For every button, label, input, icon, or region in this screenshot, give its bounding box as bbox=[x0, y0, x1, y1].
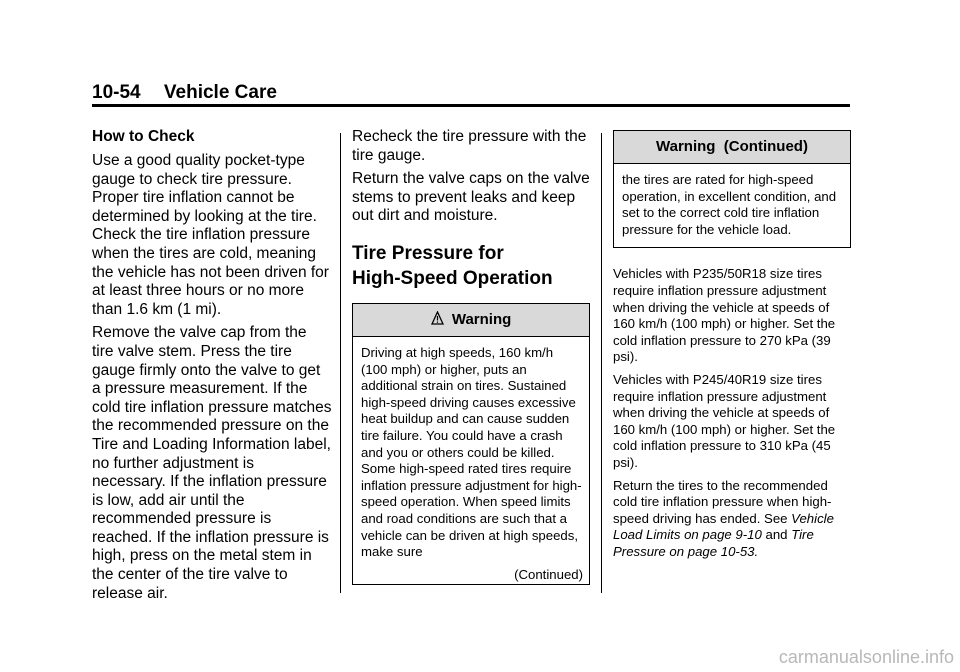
section-title bbox=[352, 241, 590, 291]
continued-label: (Continued) bbox=[514, 566, 583, 582]
cross-reference-link[interactable]: Vehicle Load Limits on page 9-10 bbox=[613, 510, 834, 543]
paragraph: Vehicles with P235/50R18 size tires require inflation pressure adjustment when driving the vehicle at speeds of 160 km/h (100 mph) or higher. Set the cold inflation pressure to 270 kPa (39 psi). bbox=[613, 266, 836, 365]
warning-box bbox=[352, 303, 590, 585]
warning-triangle-icon bbox=[431, 311, 448, 328]
warning-header bbox=[353, 304, 589, 337]
cross-reference-link[interactable]: Tire Pressure on page 10-53 bbox=[613, 527, 814, 559]
paragraph: Recheck the tire pressure with the tire gauge. bbox=[352, 128, 587, 164]
text-run: and bbox=[761, 527, 792, 543]
warning-text: the tires are rated for high-speed operation, in excellent condition, and set to the correct cold tire inflation pressure for the vehicle load. bbox=[622, 172, 837, 237]
warning-text: Driving at high speeds, 160 km/h (100 mph) or higher, puts an additional strain on tires. Sustained high-speed driving causes excessive heat buildup and can cause sudden tire failure. You could have a crash and you or others could be killed. Some high-speed rated tires require inflation pressure adjustment for high-speed operation. When speed limits and road conditions are such that a vehicle can be driven at high speeds, make sure bbox=[361, 344, 582, 560]
header-rule bbox=[92, 104, 850, 107]
paragraph: Return the valve caps on the valve stems to prevent leaks and keep out dirt and moisture. bbox=[352, 170, 590, 225]
section-title-line: High-Speed Operation bbox=[352, 267, 553, 289]
column-2 bbox=[352, 128, 590, 585]
column-divider bbox=[340, 133, 341, 593]
paragraph: Use a good quality pocket-type gauge to check tire pressure. Proper tire inflation cannot be determined by looking at the tire. Check the tire inflation pressure when the tires are cold, meaning the vehicle has not been driven for at least three hours or no more than 1.6 km (1 mi). bbox=[92, 152, 329, 318]
section-title-line: Tire Pressure for bbox=[352, 242, 504, 264]
paragraph bbox=[613, 478, 851, 561]
page-number: 10-54 bbox=[92, 82, 141, 103]
column-3 bbox=[613, 130, 851, 566]
warning-header: Warning (Continued) bbox=[614, 131, 850, 164]
subheading: How to Check bbox=[92, 128, 195, 145]
text-run: . bbox=[754, 543, 759, 559]
column-divider bbox=[601, 133, 602, 593]
text-run: Return the tires to the recommended cold tire inflation pressure when high-speed driving has ended. See bbox=[613, 477, 832, 526]
warning-box-continued bbox=[613, 130, 851, 248]
watermark: carmanualsonline.info bbox=[778, 647, 954, 667]
page-header bbox=[92, 82, 277, 104]
paragraph: Remove the valve cap from the tire valve stem. Press the tire gauge firmly onto the valve to get a pressure measurement. If the cold tire inflation pressure matches the recommended pressure on the Tire and Loading Information label, no further adjustment is necessary. If the inflation pressure is low, add air until the recommended pressure is reached. If the inflation pressure is high, press on the metal stem in the center of the tire valve to release air. bbox=[92, 324, 332, 602]
column-1 bbox=[92, 128, 332, 608]
paragraph: Vehicles with P245/40R19 size tires require inflation pressure adjustment when driving the vehicle at speeds of 160 km/h (100 mph) or higher. Set the cold inflation pressure to 310 kPa (45 psi). bbox=[613, 371, 836, 470]
section-name: Vehicle Care bbox=[163, 82, 277, 103]
warning-title: Warning bbox=[451, 310, 512, 328]
